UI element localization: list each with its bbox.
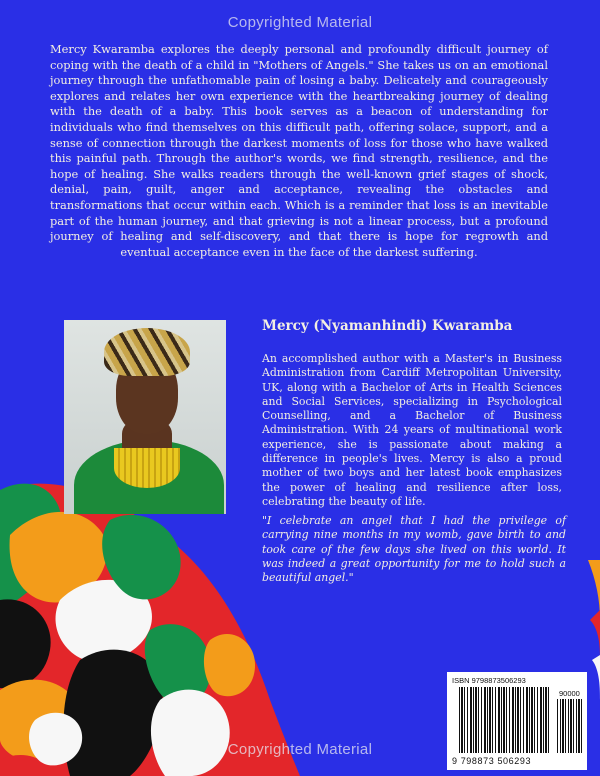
author-photo: [64, 320, 226, 514]
isbn-digits: 9 798873 506293: [452, 756, 532, 766]
isbn-label: ISBN 9798873506293: [452, 676, 526, 685]
author-quote: "I celebrate an angel that I had the privilege of carrying nine months in my womb, gave birth to and took care of the few days she lived on this world. It was indeed a great opportunity for me to hold such a beautiful angel.": [262, 514, 566, 585]
price-code: 90000: [559, 689, 580, 698]
art-shape-white-2: [151, 690, 230, 776]
art-shape-orange-right: [588, 560, 600, 620]
art-shape-red-right: [590, 610, 600, 660]
photo-necklace: [114, 448, 180, 488]
photo-headwrap: [104, 328, 190, 376]
watermark-bottom: Copyrighted Material: [227, 741, 373, 758]
book-blurb: Mercy Kwaramba explores the deeply personal and profoundly difficult journey of coping with the death of a child in "Mothers of Angels." She takes us on an emotional journey through the unfathomable pain of losing a baby. Delicately and courageously explores and relates her own experience with the heartbreaking journey of dealing with the death of a baby. This book serves as a beacon of understanding for individuals who find themselves on this difficult path, offering solace, support, and a sense of connection through the darkest moments of loss for those who have walked this painful path. Through the author's words, we find strength, resilience, and the hope of healing. She walks readers through the well-known grief stages of shock, denial, pain, guilt, anger and acceptance, revealing the obstacles and transformations that occur within each. Which is a reminder that loss is an inevitable part of the human journey, and that grieving is not a linear process, but a profound journey of healing and self-discovery, and that there is hope for regrowth and eventual acceptance even in the face of the darkest suffering.: [50, 42, 548, 259]
art-shape-white-right: [592, 655, 600, 700]
watermark-top: Copyrighted Material: [227, 14, 373, 31]
author-name: Mercy (Nyamanhindi) Kwaramba: [262, 318, 513, 334]
author-bio: An accomplished author with a Master's in Business Administration from Cardiff Metropolitan University, UK, along with a Bachelor of Arts in Health Sciences and Social Services, specializing in Psychological Counselling, and a Bachelor of Business Administration. With 24 years of multinational work experience, she is passionate about making a difference in people's lives. Mercy is also a proud mother of two boys and her latest book emphasizes the power of healing and resilience after loss, celebrating the beauty of life.: [262, 352, 562, 508]
